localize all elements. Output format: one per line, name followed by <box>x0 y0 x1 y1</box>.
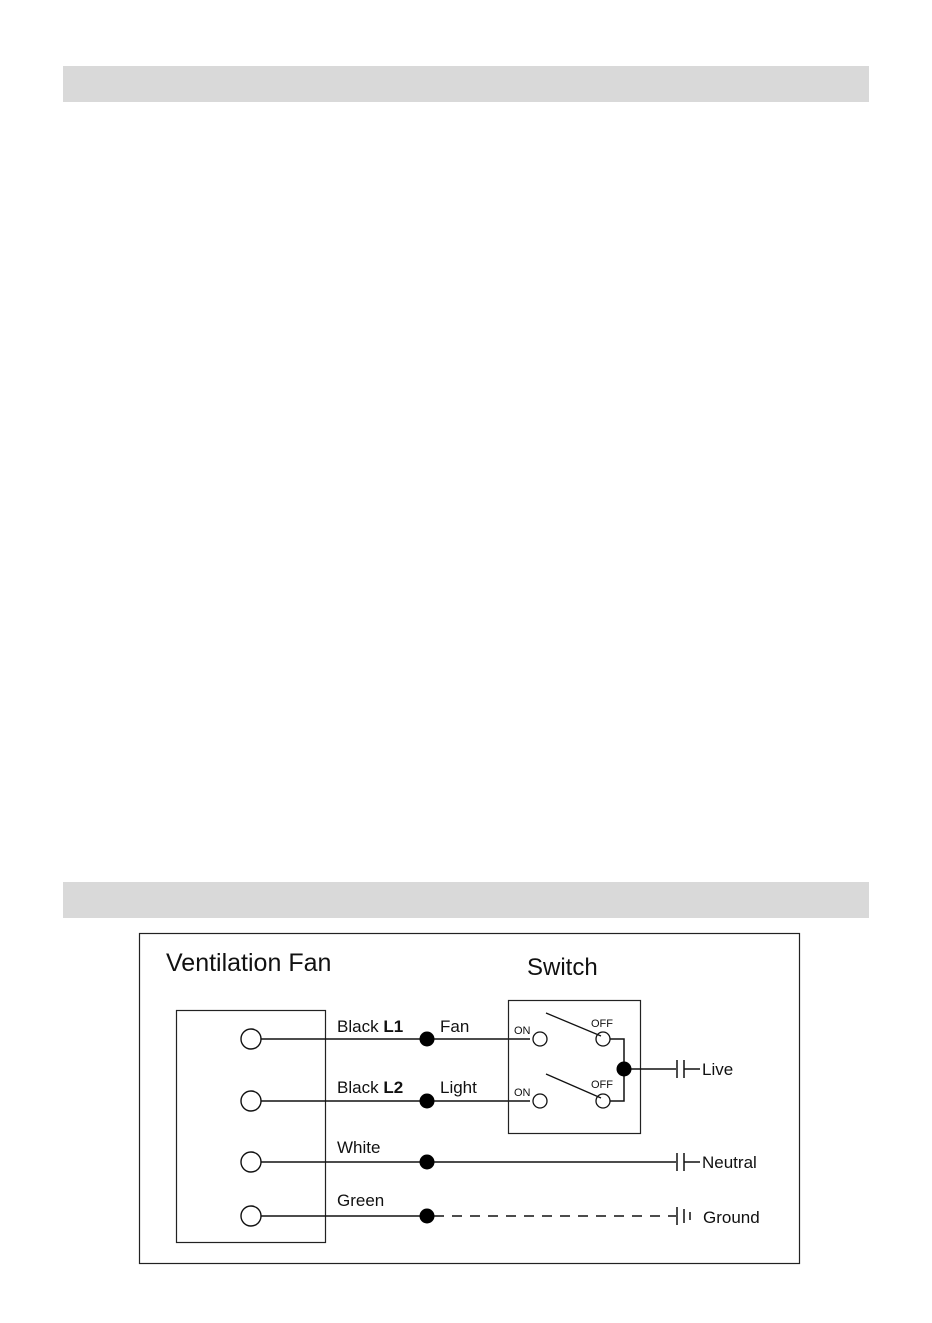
terminal-white <box>241 1152 261 1172</box>
switch-on-label-bottom: ON <box>514 1087 531 1099</box>
terminal-l2 <box>241 1091 261 1111</box>
switch-on-contact-bottom <box>533 1094 547 1108</box>
junction-live <box>617 1062 632 1077</box>
junction-l1 <box>420 1032 435 1047</box>
switch-on-contact-top <box>533 1032 547 1046</box>
live-terminal-icon <box>677 1060 700 1078</box>
terminal-l1 <box>241 1029 261 1049</box>
switch-title: Switch <box>527 954 598 981</box>
label-ground: Ground <box>703 1208 760 1227</box>
label-live: Live <box>702 1060 734 1079</box>
switch-on-label-top: ON <box>514 1025 531 1037</box>
label-green: Green <box>337 1191 385 1210</box>
junction-white <box>420 1155 435 1170</box>
switch-off-label-top: OFF <box>591 1018 613 1030</box>
junction-green <box>420 1209 435 1224</box>
label-black-l1: Black L1 <box>337 1017 404 1036</box>
label-fan: Fan <box>440 1017 470 1036</box>
ground-terminal-icon <box>677 1207 690 1225</box>
junction-l2 <box>420 1094 435 1109</box>
neutral-terminal-icon <box>677 1153 700 1171</box>
switch-off-label-bottom: OFF <box>591 1079 613 1091</box>
ventilation-fan-title: Ventilation Fan <box>166 949 332 977</box>
label-light: Light <box>440 1078 477 1097</box>
diagram-frame <box>140 934 800 1264</box>
label-neutral: Neutral <box>702 1153 757 1172</box>
terminal-green <box>241 1206 261 1226</box>
label-black-l2: Black L2 <box>337 1078 404 1097</box>
label-white: White <box>337 1138 381 1157</box>
